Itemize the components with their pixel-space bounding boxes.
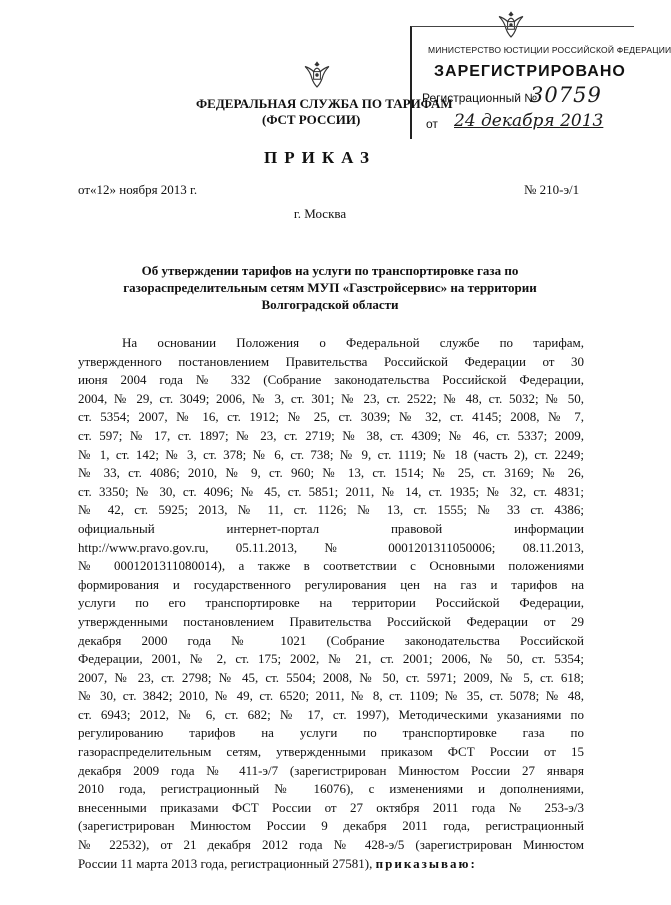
body-line: внесенными приказами ФСТ России от 27 октября 2011 года № 253-э/3 (78, 799, 584, 815)
stamp-ministry: МИНИСТЕРСТВО ЮСТИЦИИ РОССИЙСКОЙ ФЕДЕРАЦИИ (428, 45, 671, 55)
body-line: http://www.pravo.gov.ru, 05.11.2013, № 0001201311050006; 08.11.2013, (78, 539, 584, 555)
stamp-date-label: от (426, 117, 438, 131)
body-line: газораспределительным сетям, утвержденными приказом ФСТ России от 15 (78, 744, 584, 760)
subject-line: газораспределительным сетям МУП «Газстройсервис» на территории (123, 280, 537, 295)
body-line: № 33, ст. 4086; 2010, № 9, ст. 960; № 13, ст. 1514; № 25, ст. 3169; № 26, (78, 465, 584, 481)
body-line: № 0001201311080014), а также в соответствии с Основными положениями (78, 558, 584, 574)
body-line: формирования и государственного регулирования цен на газ и тарифов на (78, 576, 584, 592)
body-line: утвержденными постановлением Правительства Российской Федерации от 29 (78, 613, 584, 629)
body-line: 2010 года, регистрационный № 16076), с изменениями и дополнениями, (78, 781, 584, 797)
body-line: (зарегистрирован Минюстом России 9 декабря 2011 года, регистрационный (78, 818, 584, 834)
body-line: 2004, № 29, ст. 3049; 2006, № 3, ст. 301; № 23, ст. 2522; № 48, ст. 5032; № 50, (78, 390, 584, 406)
document-body (78, 334, 584, 873)
subject-line: Об утверждении тарифов на услуги по транспортировке газа по (141, 263, 519, 278)
subject-line: Волгоградской области (261, 297, 399, 312)
body-last-line (78, 855, 584, 874)
order-subject (100, 262, 560, 313)
body-line: № 30, ст. 3842; 2010, № 49, ст. 6520; 2011, № 8, ст. 1109; № 35, ст. 5078; № 48, (78, 688, 584, 704)
body-line: № 42, ст. 5925; 2013, № 11, ст. 1126; № 13, ст. 1555; № 33 ст. 4386; (78, 502, 584, 518)
document-title: ПРИКАЗ (264, 148, 376, 167)
body-line: На основании Положения о Федеральной службе по тарифам, (122, 335, 584, 350)
body-line-text: России 11 марта 2013 года, регистрационный 27581), (78, 855, 373, 871)
stamp-reg-date: 24 декабря 2013 (454, 111, 604, 131)
agency-name: ФЕДЕРАЛЬНАЯ СЛУЖБА ПО ТАРИФАМ (196, 96, 453, 111)
body-line: регулированию тарифов на услуги по транспортировке газа по (78, 725, 584, 741)
stamp-registered: ЗАРЕГИСТРИРОВАНО (434, 63, 626, 80)
order-city: г. Москва (293, 206, 347, 221)
registration-stamp (410, 26, 671, 139)
body-line: услуги по его транспортировке на территории Российской Федерации, (78, 595, 584, 611)
body-line: № 22532), от 21 декабря 2012 года № 428-э/5 (зарегистрирован Минюстом (78, 837, 584, 853)
body-line: ст. 6943; 2012, № 6, ст. 682; № 17, ст. 1997), Методическими указаниями по (78, 706, 584, 722)
prikazyvayu: приказываю: (375, 855, 477, 871)
body-line: 2007, № 23, ст. 2798; № 45, ст. 5504; 2008, № 50, ст. 5971; 2009, № 5, ст. 618; (78, 669, 584, 685)
coat-of-arms-icon (300, 58, 334, 92)
body-line: декабря 2009 года № 411-э/7 (зарегистрирован Минюстом России 27 января (78, 762, 584, 778)
body-line: декабря 2000 года № 1021 (Собрание законодательства Российской (78, 632, 584, 648)
order-number: № 210-э/1 (524, 182, 580, 197)
stamp-reg-number-label: Регистрационный № (422, 91, 538, 105)
body-line: № 1, ст. 142; № 3, ст. 378; № 6, ст. 738; № 9, ст. 1119; № 18 (часть 2), ст. 2249; (78, 446, 584, 462)
body-line: ст. 3350; № 30, ст. 4096; № 45, ст. 5851; 2011, № 14, ст. 1935; № 32, ст. 4831; (78, 483, 584, 499)
body-line: Федерации, 2001, № 2, ст. 175; 2002, № 21, ст. 2001; 2006, № 50, ст. 5354; (78, 651, 584, 667)
body-line: утвержденного постановлением Правительства Российской Федерации от 30 (78, 353, 584, 369)
order-date: от«12» ноября 2013 г. (78, 182, 198, 197)
body-line: ст. 5354; 2007, № 16, ст. 1912; № 25, ст. 3039; № 32, ст. 4145; 2008, № 7, (78, 409, 584, 425)
body-line: ст. 597; № 17, ст. 1897; № 23, ст. 2719; № 38, ст. 4309; № 46, ст. 5337; 2009, (78, 427, 584, 443)
stamp-reg-number: 30759 (530, 83, 602, 107)
body-line: официальный интернет-портал правовой информации (78, 520, 584, 536)
agency-short-name: (ФСТ РОССИИ) (262, 112, 361, 127)
body-line: июня 2004 года № 332 (Собрание законодательства Российской Федерации, (78, 372, 584, 388)
